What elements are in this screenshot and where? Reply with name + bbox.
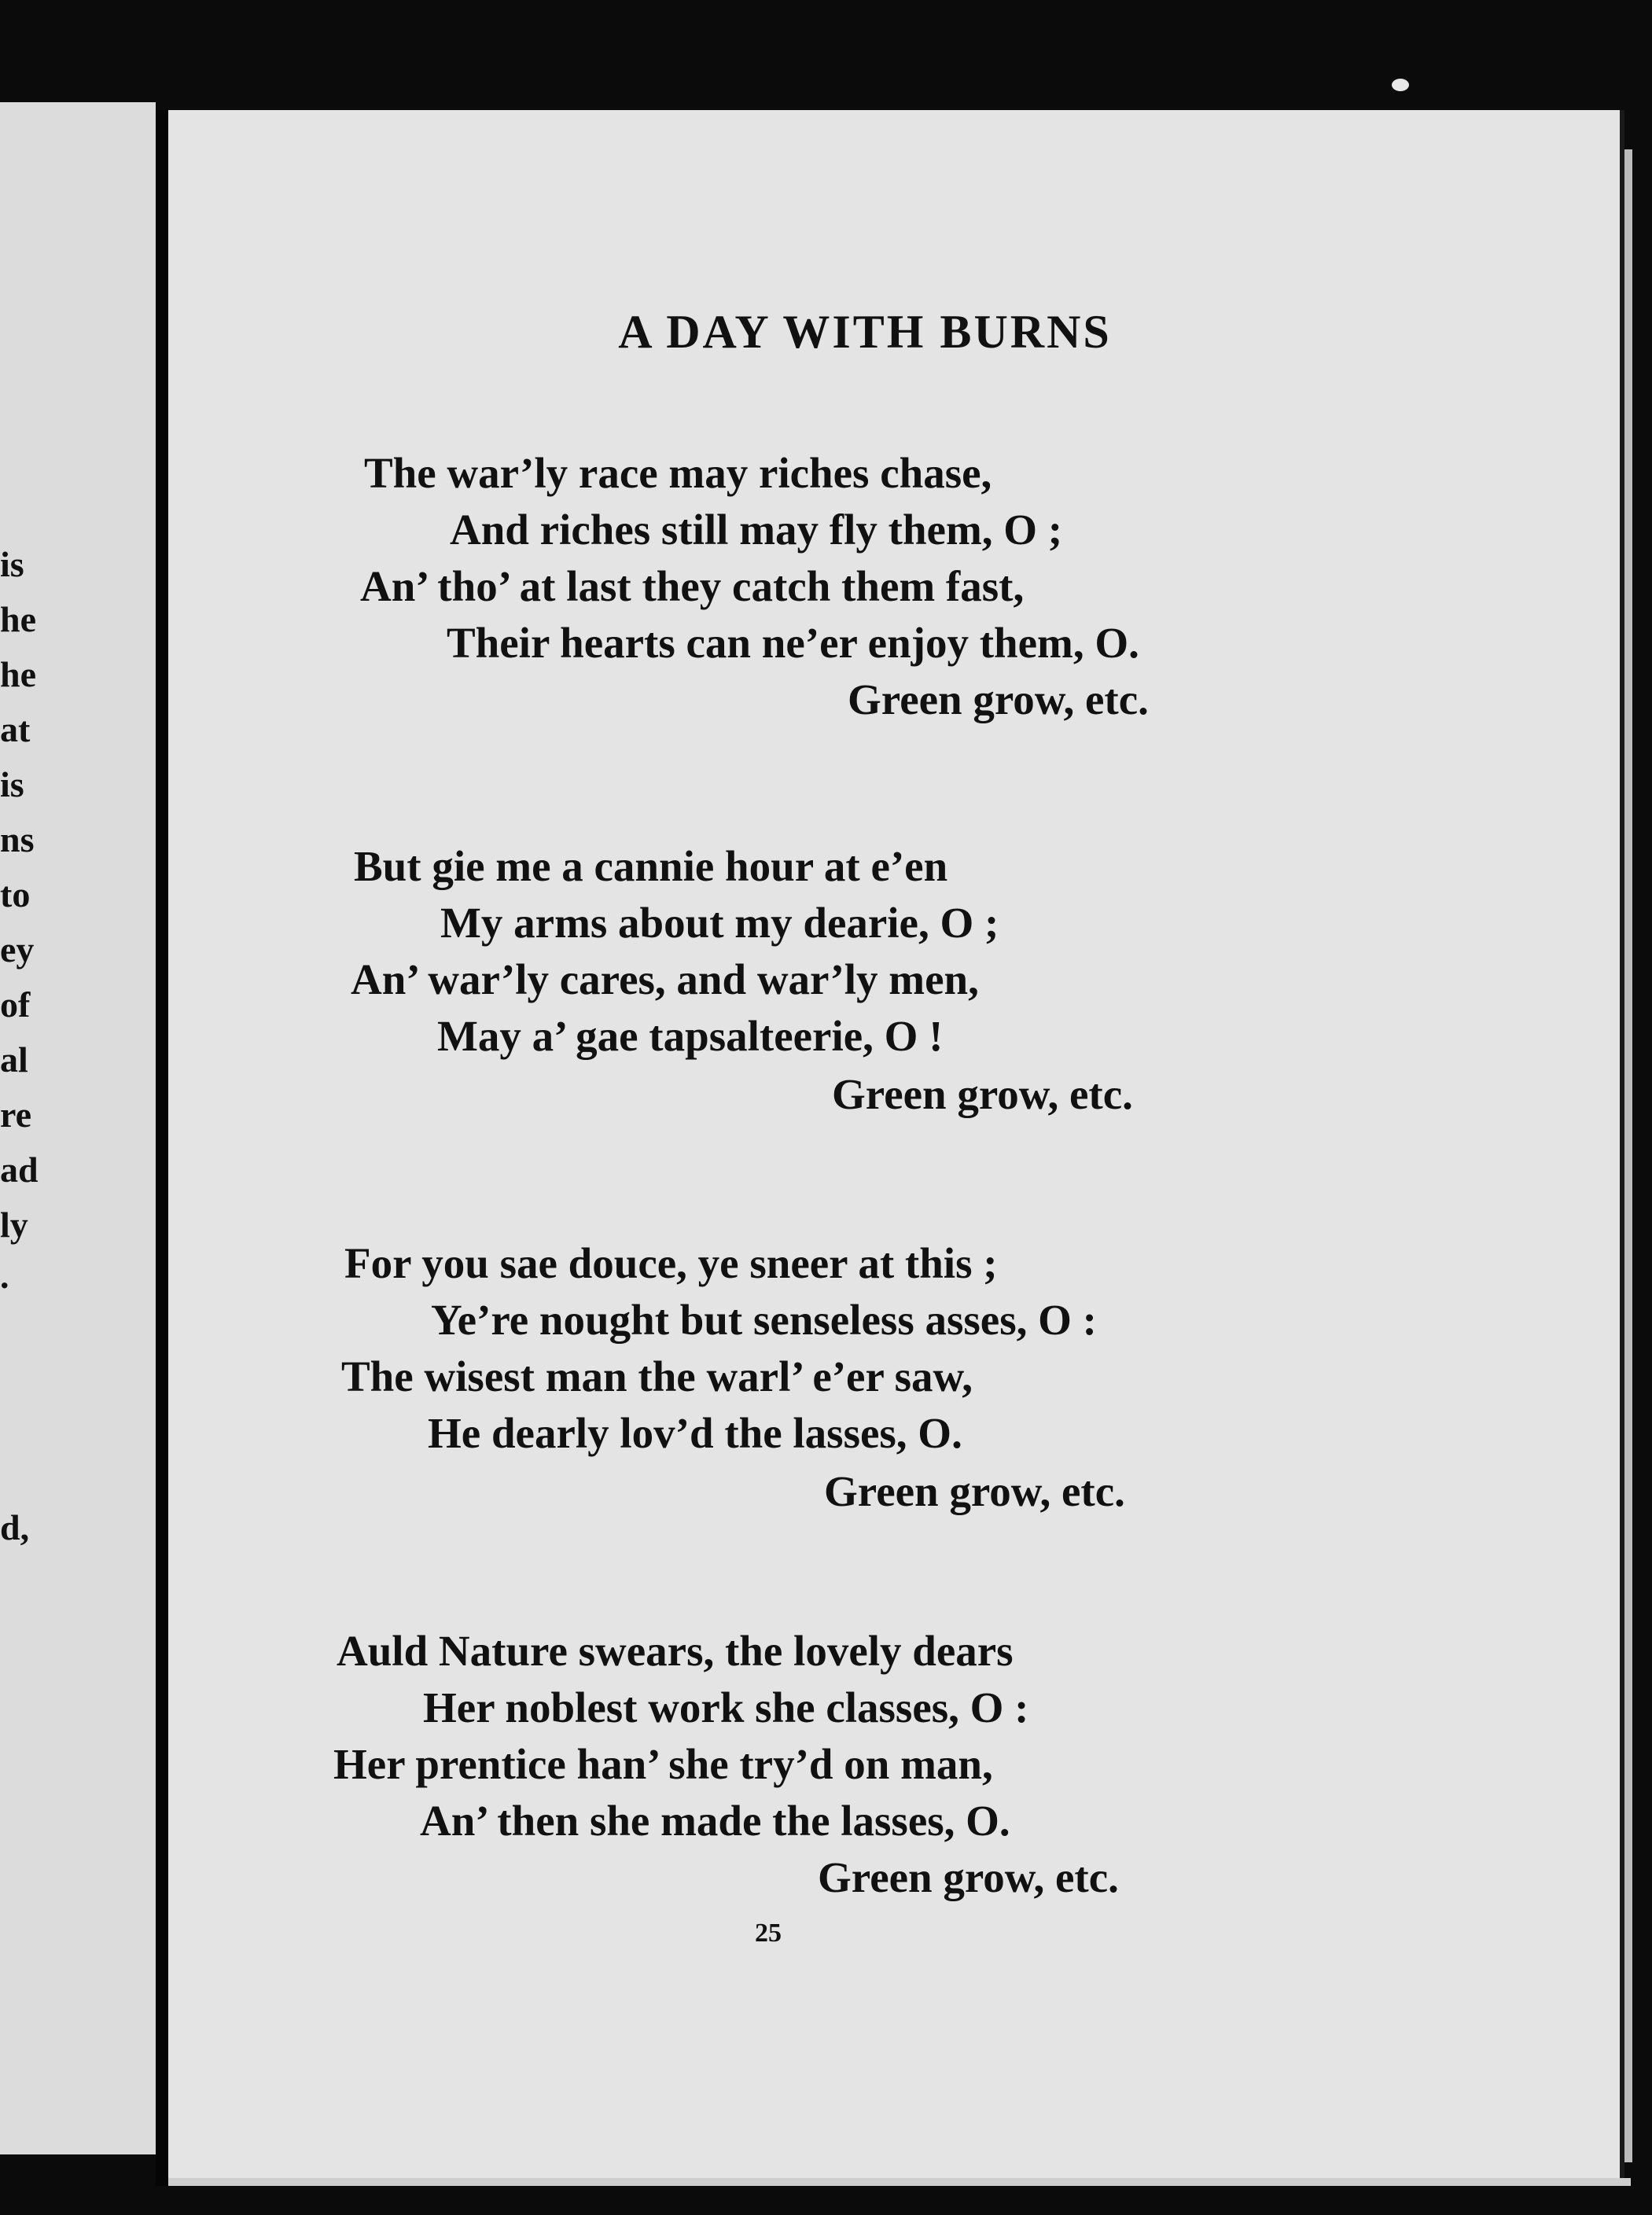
left-fragment: is xyxy=(0,764,24,804)
verse-line: The wisest man the warl’ e’er saw, xyxy=(341,1352,973,1400)
verse-line: An’ war’ly cares, and war’ly men, xyxy=(351,955,979,1003)
verse-line: For you sae douce, ye sneer at this ; xyxy=(344,1239,998,1287)
verse-line: Her noblest work she classes, O : xyxy=(423,1683,1029,1731)
verse-line: Their hearts can ne’er enjoy them, O. xyxy=(447,619,1139,667)
left-page xyxy=(0,102,156,2154)
left-fragment: ly xyxy=(0,1205,28,1245)
refrain: Green grow, etc. xyxy=(818,1853,1119,1901)
verse-line: Her prentice han’ she try’d on man, xyxy=(333,1740,993,1788)
left-fragment: to xyxy=(0,874,31,914)
verse-line: But gie me a cannie hour at e’en xyxy=(354,842,948,890)
left-fragment: al xyxy=(0,1039,28,1080)
left-fragment: d, xyxy=(0,1507,30,1547)
verse-line: Auld Nature swears, the lovely dears xyxy=(337,1627,1014,1675)
refrain: Green grow, etc. xyxy=(848,675,1149,723)
left-fragment: is xyxy=(0,544,24,584)
left-fragment: . xyxy=(0,1256,9,1296)
verse-line: Ye’re nought but senseless asses, O : xyxy=(431,1296,1097,1344)
left-fragment: re xyxy=(0,1095,32,1135)
refrain: Green grow, etc. xyxy=(832,1070,1133,1118)
verse-line: An’ then she made the lasses, O. xyxy=(420,1797,1010,1845)
left-fragment: ey xyxy=(0,929,35,970)
verse-line: He dearly lov’d the lasses, O. xyxy=(428,1409,962,1457)
left-fragment: at xyxy=(0,709,31,749)
page-bottom-edge xyxy=(168,2178,1631,2186)
verse-line: And riches still may fly them, O ; xyxy=(450,506,1063,554)
left-fragment: of xyxy=(0,984,31,1025)
refrain: Green grow, etc. xyxy=(824,1467,1125,1515)
page-number: 25 xyxy=(755,1919,782,1948)
verse-line: The war’ly race may riches chase, xyxy=(364,449,992,497)
verse-line: May a’ gae tapsalteerie, O ! xyxy=(437,1012,944,1060)
left-fragment: he xyxy=(0,654,36,694)
scan-speck xyxy=(1392,79,1409,91)
left-fragment: ad xyxy=(0,1150,39,1190)
verse-line: My arms about my dearie, O ; xyxy=(440,899,999,947)
book-spine xyxy=(156,110,168,2186)
left-fragment: ns xyxy=(0,819,35,859)
left-fragment: he xyxy=(0,599,36,639)
page-edge xyxy=(1624,149,1632,2162)
verse-line: An’ tho’ at last they catch them fast, xyxy=(360,562,1025,610)
running-head: A DAY WITH BURNS xyxy=(618,306,1112,358)
